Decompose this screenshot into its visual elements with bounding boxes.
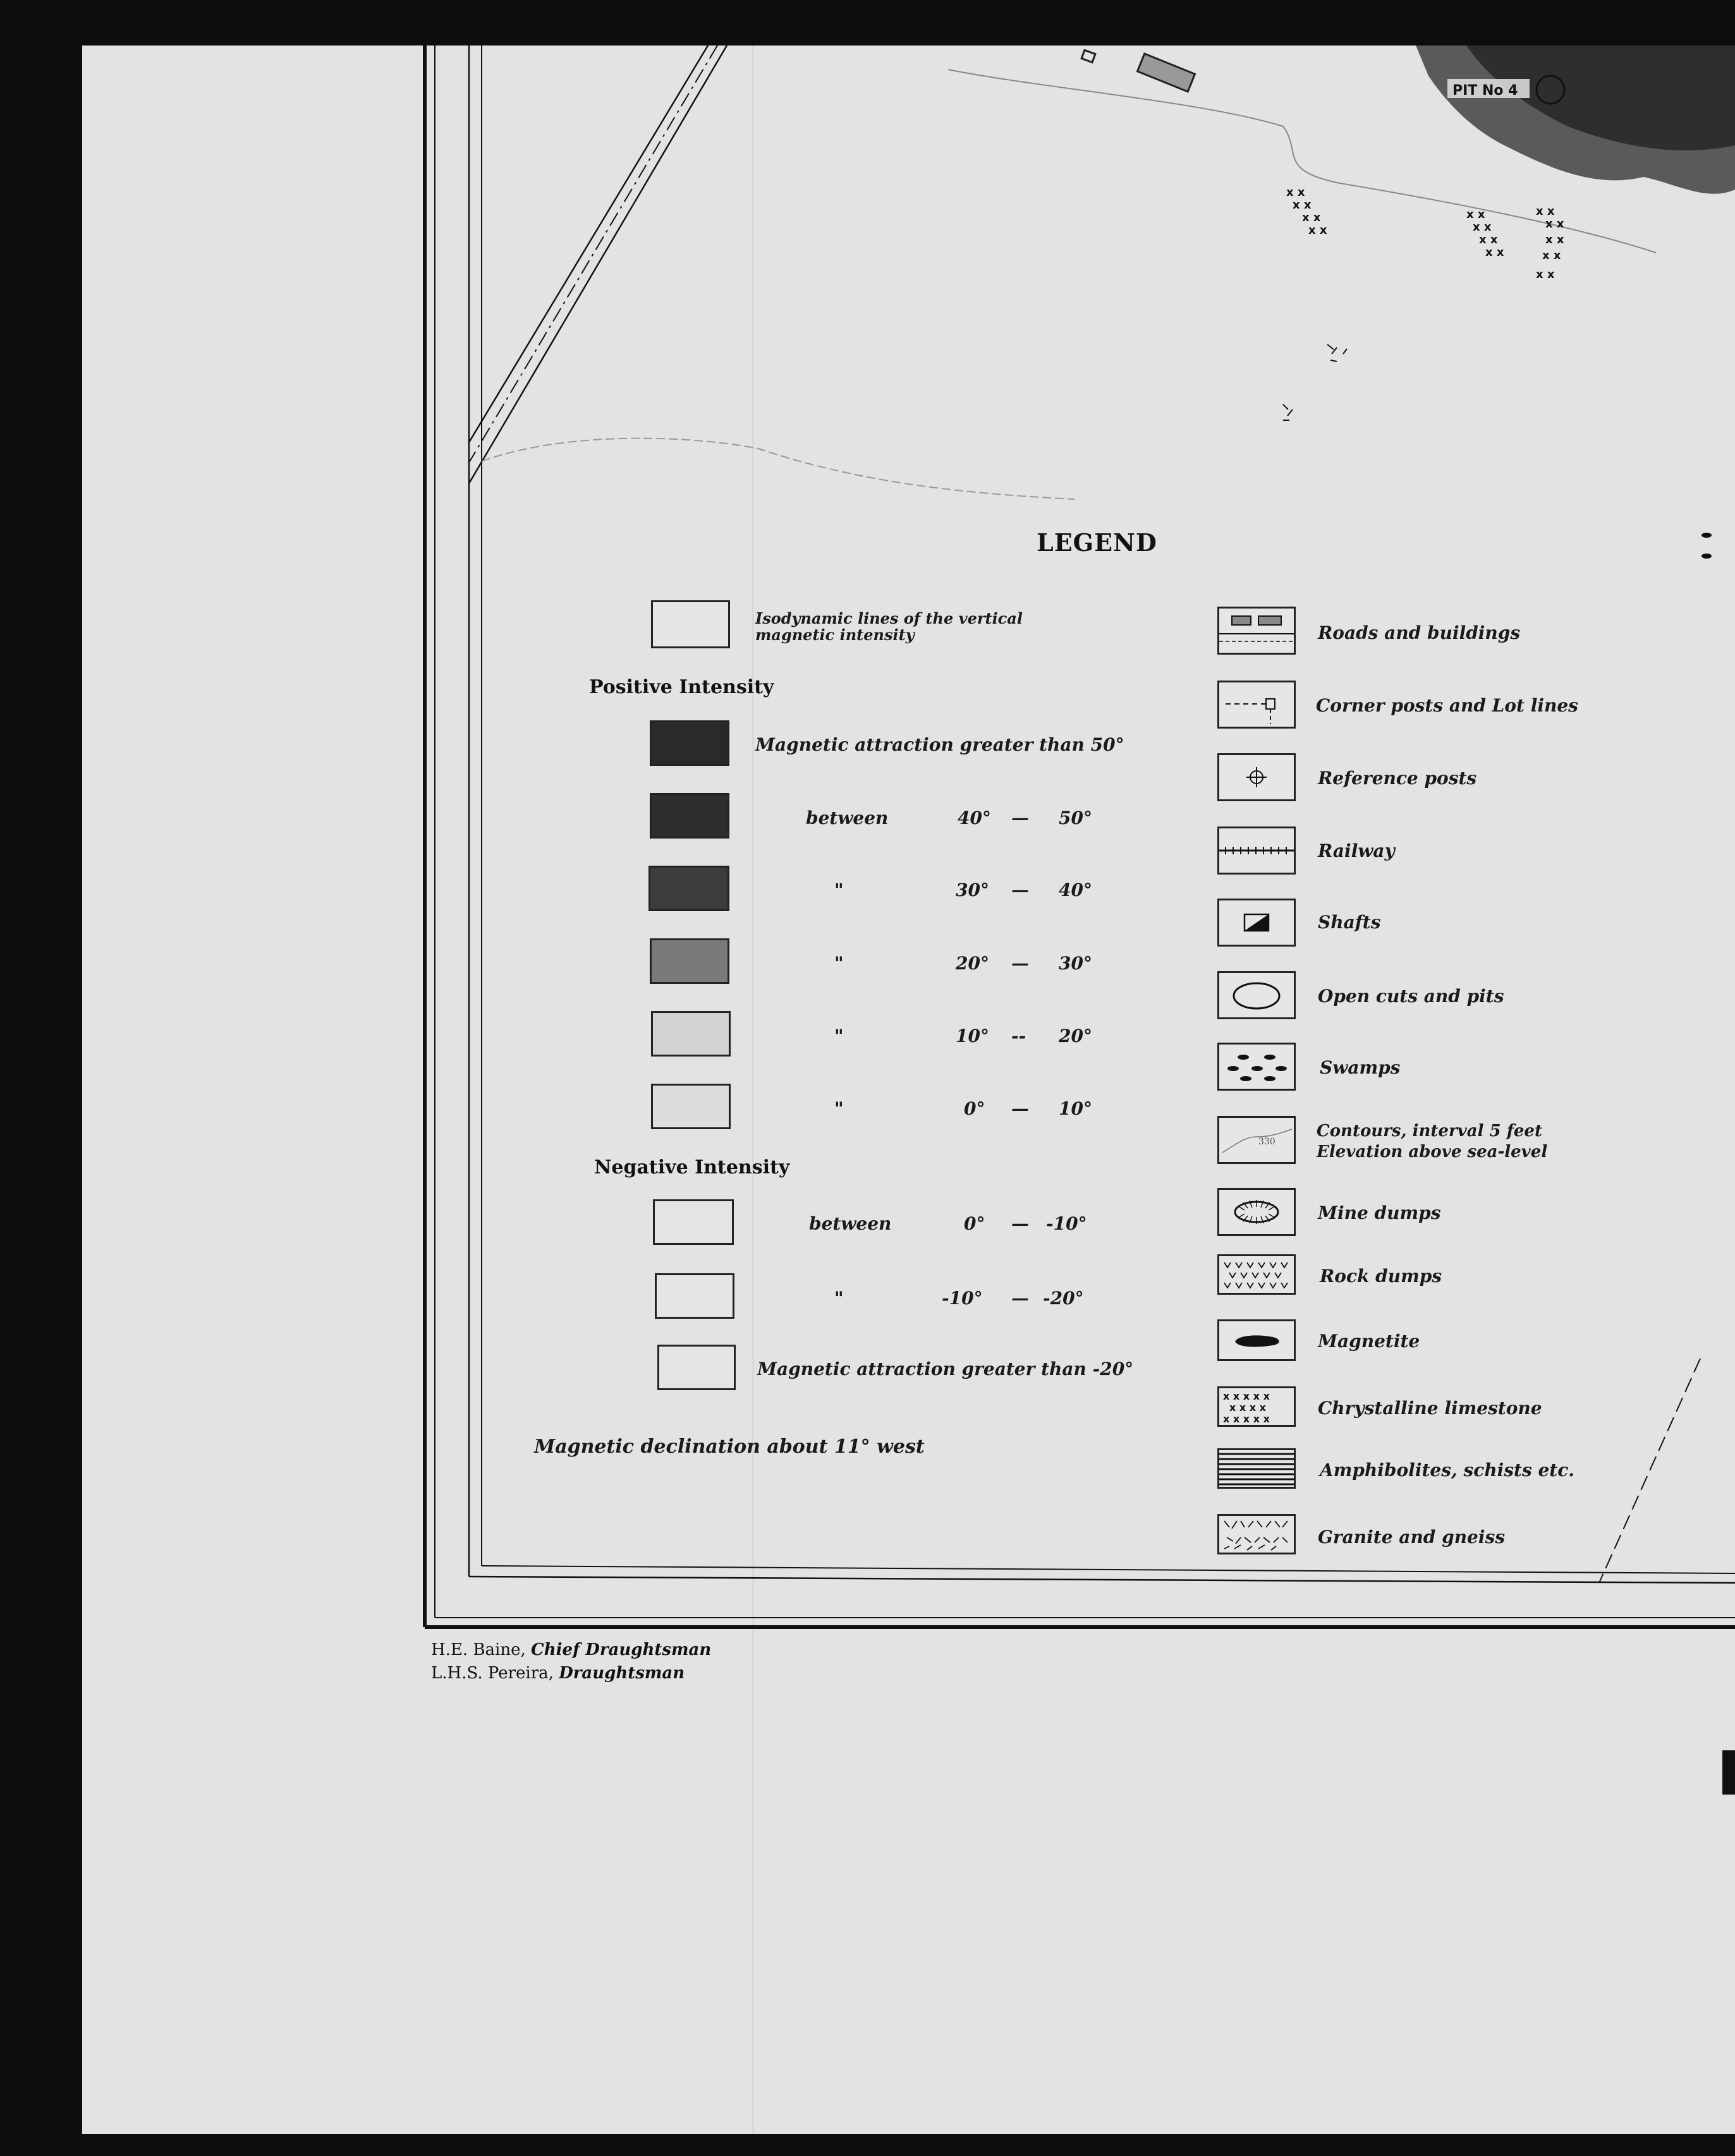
- svg-text:x x: x x: [1485, 246, 1504, 259]
- positive-heading: Positive Intensity: [589, 676, 774, 698]
- credit-name: H.E. Baine,: [431, 1640, 526, 1659]
- range-from: 30°: [956, 880, 989, 900]
- range-to: 20°: [1059, 1026, 1092, 1046]
- svg-text:x x: x x: [1286, 186, 1305, 199]
- negative-label: Magnetic attraction greater than -20°: [757, 1359, 1134, 1379]
- limestone-marks: [1286, 186, 1564, 281]
- magnetite-icon: [1217, 1319, 1296, 1361]
- negative-heading: Negative Intensity: [594, 1156, 790, 1178]
- range-from: 0°: [964, 1213, 985, 1234]
- positive-swatch: [650, 720, 729, 766]
- symbol-label: Railway: [1318, 840, 1395, 861]
- range-dash: —: [1011, 880, 1029, 900]
- range-dash: —: [1011, 1098, 1029, 1119]
- range-word: ": [834, 953, 844, 974]
- granite-marks: [1283, 344, 1347, 420]
- svg-text:x x: x x: [1308, 224, 1327, 237]
- svg-text:x x: x x: [1466, 208, 1485, 221]
- range-from: 40°: [958, 808, 991, 828]
- svg-text:x x: x x: [1545, 233, 1564, 246]
- negative-swatch: [657, 1345, 736, 1390]
- positive-swatch: [648, 866, 729, 911]
- declination-note: Magnetic declination about 11° west: [534, 1436, 925, 1458]
- limestone-icon: [1217, 1386, 1296, 1427]
- pit-label: PIT No 4: [1452, 83, 1518, 99]
- open-pit-icon: [1217, 971, 1296, 1019]
- range-dash: —: [1011, 1288, 1029, 1309]
- positive-swatch: [650, 793, 729, 839]
- contour-icon: [1217, 1116, 1296, 1164]
- map-frame: [425, 45, 1735, 1627]
- contour-sample: 330: [1258, 1137, 1275, 1147]
- symbol-label: Magnetite: [1318, 1331, 1420, 1352]
- corner-posts-icon: [1217, 681, 1296, 729]
- positive-label: Magnetic attraction greater than 50°: [755, 734, 1124, 755]
- rock-dump-icon: [1217, 1254, 1296, 1295]
- credit-name: L.H.S. Pereira,: [431, 1664, 554, 1683]
- credit-draughtsman: [431, 1664, 685, 1683]
- symbol-label: Shafts: [1318, 912, 1381, 933]
- symbol-label: Granite and gneiss: [1318, 1527, 1506, 1547]
- symbol-label: Open cuts and pits: [1318, 986, 1504, 1007]
- svg-text:x x: x x: [1542, 249, 1561, 262]
- symbol-label: Amphibolites, schists etc.: [1320, 1460, 1575, 1481]
- range-to: -10°: [1046, 1213, 1087, 1234]
- granite-icon: [1217, 1514, 1296, 1554]
- svg-text:x x x x: x x x x: [1229, 1402, 1266, 1414]
- svg-text:x x: x x: [1302, 211, 1321, 224]
- railway-icon: [1217, 827, 1296, 875]
- symbol-label: Rock dumps: [1320, 1266, 1442, 1287]
- svg-text:x x: x x: [1473, 221, 1492, 234]
- positive-swatch: [650, 938, 729, 984]
- isodynamic-label: Isodynamic lines of the vertical magnetic intensity: [755, 609, 1023, 644]
- symbol-label: Mine dumps: [1318, 1202, 1441, 1223]
- isodynamic-swatch: [651, 600, 730, 648]
- symbol-label: Corner posts and Lot lines: [1316, 695, 1578, 716]
- range-to: 30°: [1059, 953, 1092, 974]
- range-dash: —: [1011, 953, 1029, 974]
- range-from: 0°: [964, 1098, 985, 1119]
- roads-buildings-icon: [1217, 607, 1296, 655]
- credit-role: Draughtsman: [559, 1664, 685, 1683]
- range-from: -10°: [942, 1288, 983, 1309]
- range-to: -20°: [1043, 1288, 1084, 1309]
- range-dash: —: [1011, 808, 1029, 828]
- contour-line: [482, 439, 1074, 499]
- mine-dump-icon: [1217, 1188, 1296, 1236]
- shaft-icon: [1217, 899, 1296, 947]
- legend-title: LEGEND: [1037, 528, 1157, 557]
- range-to: 40°: [1059, 880, 1092, 900]
- amphibolite-icon: [1217, 1448, 1296, 1489]
- symbol-label: Swamps: [1320, 1057, 1401, 1078]
- svg-text:x x x x x: x x x x x: [1223, 1390, 1270, 1402]
- range-to: 10°: [1059, 1098, 1092, 1119]
- negative-swatch: [655, 1273, 734, 1319]
- svg-text:x x x x x: x x x x x: [1223, 1413, 1270, 1425]
- credit-role: Chief Draughtsman: [531, 1640, 712, 1659]
- range-word: ": [834, 1288, 844, 1309]
- negative-swatch: [653, 1199, 734, 1245]
- range-word: ": [834, 1026, 844, 1046]
- positive-swatch: [651, 1011, 731, 1057]
- diagonal-road: [469, 45, 727, 483]
- symbol-label-2: Elevation above sea-level: [1317, 1142, 1548, 1161]
- symbol-label: Roads and buildings: [1318, 622, 1521, 643]
- range-to: 50°: [1059, 808, 1092, 828]
- positive-swatch: [651, 1084, 731, 1129]
- svg-text:x x: x x: [1536, 268, 1555, 281]
- range-word: between: [809, 1213, 892, 1234]
- range-dash: —: [1011, 1213, 1029, 1234]
- range-from: 10°: [956, 1026, 989, 1046]
- range-dash: --: [1011, 1026, 1026, 1046]
- svg-text:x x: x x: [1479, 233, 1498, 246]
- range-from: 20°: [956, 953, 989, 974]
- svg-text:x x: x x: [1545, 217, 1564, 231]
- swamp-icon: [1217, 1043, 1296, 1091]
- symbol-label: Contours, interval 5 feet: [1317, 1122, 1542, 1141]
- reference-post-icon: [1217, 753, 1296, 801]
- range-word: ": [834, 880, 844, 900]
- credit-chief-draughtsman: [431, 1640, 711, 1659]
- svg-text:x x: x x: [1293, 198, 1312, 212]
- range-word: ": [834, 1098, 844, 1119]
- symbol-label: Chrystalline limestone: [1318, 1398, 1542, 1419]
- symbol-label: Reference posts: [1318, 768, 1477, 789]
- svg-text:x x: x x: [1536, 205, 1555, 218]
- range-word: between: [806, 808, 889, 828]
